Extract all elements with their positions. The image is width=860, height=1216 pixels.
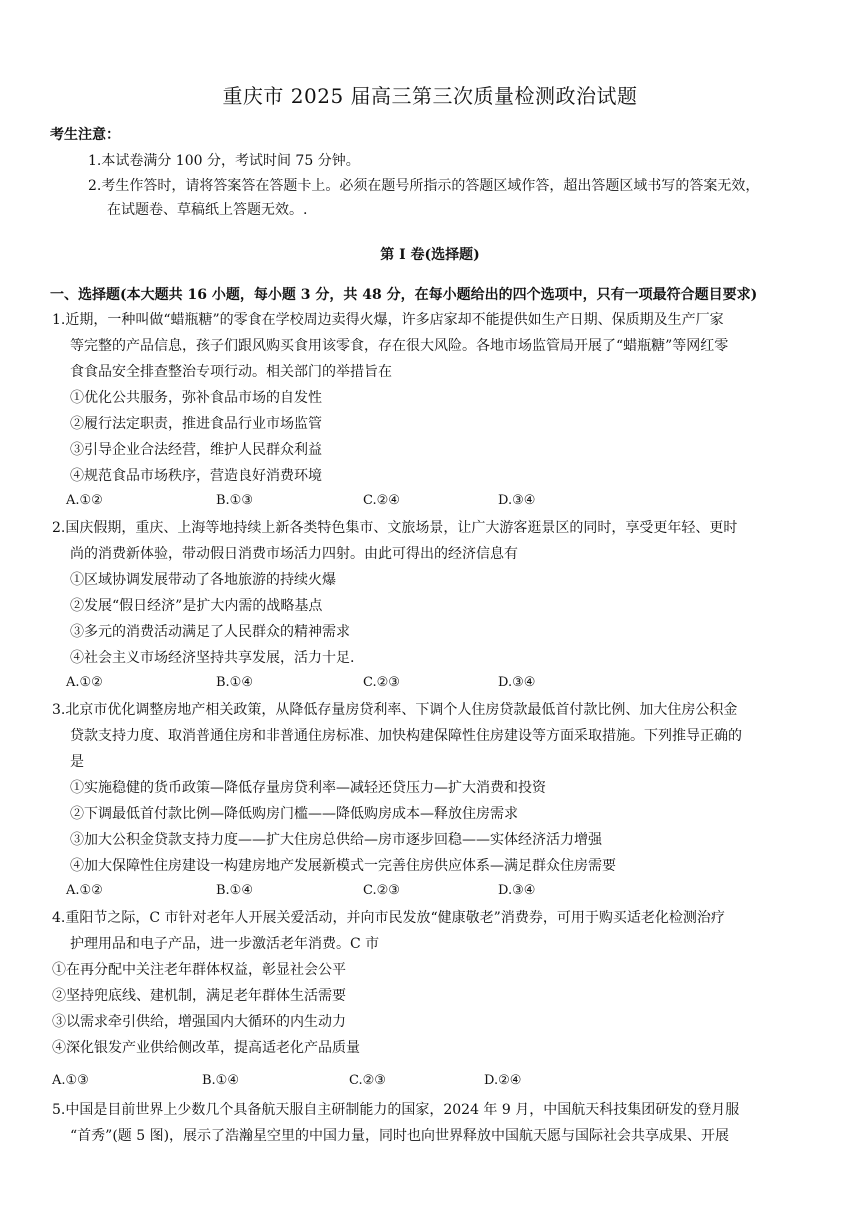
question-2-item: ④社会主义市场经济坚持共享发展，活力十足.	[70, 650, 355, 666]
question-3-item: ③加大公积金贷款支持力度——扩大住房总供给—房市逐步回稳——实体经济活力增强	[70, 832, 602, 848]
option-b: B.①④	[202, 1073, 239, 1088]
question-4-item: ④深化银发产业供给侧改革，提高适老化产品质量	[52, 1040, 360, 1056]
option-a: A.①③	[52, 1073, 89, 1088]
question-1-line: 等完整的产品信息，孩子们跟风购买食用该零食，存在很大风险。各地市场监管局开展了“蜡瓶糖”等网红零	[70, 338, 729, 354]
question-1-item: ③引导企业合法经营，维护人民群众利益	[70, 442, 322, 458]
option-c: C.②③	[363, 883, 400, 898]
question-4-item: ①在再分配中关注老年群体权益，彰显社会公平	[52, 962, 346, 978]
question-5-line: 5.中国是目前世界上少数几个具备航天服自主研制能力的国家，2024 年 9 月，中国航天科技集团研发的登月服	[52, 1102, 740, 1118]
option-d: D.③④	[498, 493, 536, 508]
page-title: 重庆市 2025 届高三第三次质量检测政治试题	[222, 84, 638, 108]
notice-heading: 考生注意：	[50, 127, 120, 143]
option-d: D.②④	[484, 1073, 522, 1088]
question-3-item: ②下调最低首付款比例—降低购房门槛——降低购房成本—释放住房需求	[70, 806, 518, 822]
question-2-line: 尚的消费新体验，带动假日消费市场活力四射。由此可得出的经济信息有	[70, 546, 518, 562]
question-1-item: ④规范食品市场秩序，营造良好消费环境	[70, 468, 322, 484]
question-2-item: ②发展“假日经济”是扩大内需的战略基点	[70, 598, 323, 614]
question-1-line: 1.近期，一种叫做“蜡瓶糖”的零食在学校周边卖得火爆，许多店家却不能提供如生产日期、保质期及生产厂家	[52, 312, 724, 328]
notice-item: 在试题卷、草稿纸上答题无效。.	[107, 202, 308, 218]
question-4-line: 4.重阳节之际，C 市针对老年人开展关爱活动，并向市民发放“健康敬老”消费券，可用于购买适老化检测治疗	[52, 910, 725, 926]
question-3-item: ①实施稳健的货币政策—降低存量房贷利率—减轻还贷压力—扩大消费和投资	[70, 780, 546, 796]
question-3-line: 贷款支持力度、取消普通住房和非普通住房标准、加快构建保障性住房建设等方面采取措施。下列推导正确的	[70, 728, 742, 744]
question-3-line: 3.北京市优化调整房地产相关政策，从降低存量房贷利率、下调个人住房贷款最低首付款比例、加大住房公积金	[52, 702, 738, 718]
option-c: C.②④	[363, 493, 400, 508]
option-a: A.①②	[66, 675, 103, 690]
option-d: D.③④	[498, 883, 536, 898]
option-d: D.③④	[498, 675, 536, 690]
question-2-item: ③多元的消费活动满足了人民群众的精神需求	[70, 624, 350, 640]
question-4-item: ③以需求牵引供给，增强国内大循环的内生动力	[52, 1014, 346, 1030]
notice-item: 2.考生作答时，请将答案答在答题卡上。必须在题号所指示的答题区域作答，超出答题区域书写的答案无效，	[88, 178, 760, 194]
option-b: B.①④	[216, 675, 253, 690]
question-1-item: ①优化公共服务，弥补食品市场的自发性	[70, 390, 322, 406]
question-3-item: ④加大保障性住房建设一构建房地产发展新模式一完善住房供应体系—满足群众住房需要	[70, 858, 616, 874]
question-2-item: ①区域协调发展带动了各地旅游的持续火爆	[70, 572, 336, 588]
option-b: B.①④	[216, 883, 253, 898]
question-2-line: 2.国庆假期，重庆、上海等地持续上新各类特色集市、文旅场景，让广大游客逛景区的同时，享受更年轻、更时	[52, 520, 738, 536]
part-heading: 一、选择题(本大题共 16 小题，每小题 3 分，共 48 分，在每小题给出的四个选项中，只有一项最符合题目要求)	[50, 287, 758, 303]
question-5-line: “首秀”(题 5 图)，展示了浩瀚星空里的中国力量，同时也向世界释放中国航天愿与国际社会共享成果、开展	[70, 1128, 730, 1144]
section-title: 第 I 卷(选择题)	[380, 247, 480, 263]
question-1-line: 食食品安全排查整治专项行动。相关部门的举措旨在	[70, 364, 392, 380]
option-b: B.①③	[216, 493, 253, 508]
option-c: C.②③	[363, 675, 400, 690]
option-c: C.②③	[349, 1073, 386, 1088]
option-a: A.①②	[66, 883, 103, 898]
question-4-line: 护理用品和电子产品，进一步激活老年消费。C 市	[70, 936, 380, 952]
question-3-line: 是	[70, 754, 84, 770]
question-4-item: ②坚持兜底线、建机制，满足老年群体生活需要	[52, 988, 346, 1004]
option-a: A.①②	[66, 493, 103, 508]
notice-item: 1.本试卷满分 100 分，考试时间 75 分钟。	[88, 153, 360, 169]
question-1-item: ②履行法定职责，推进食品行业市场监管	[70, 416, 322, 432]
